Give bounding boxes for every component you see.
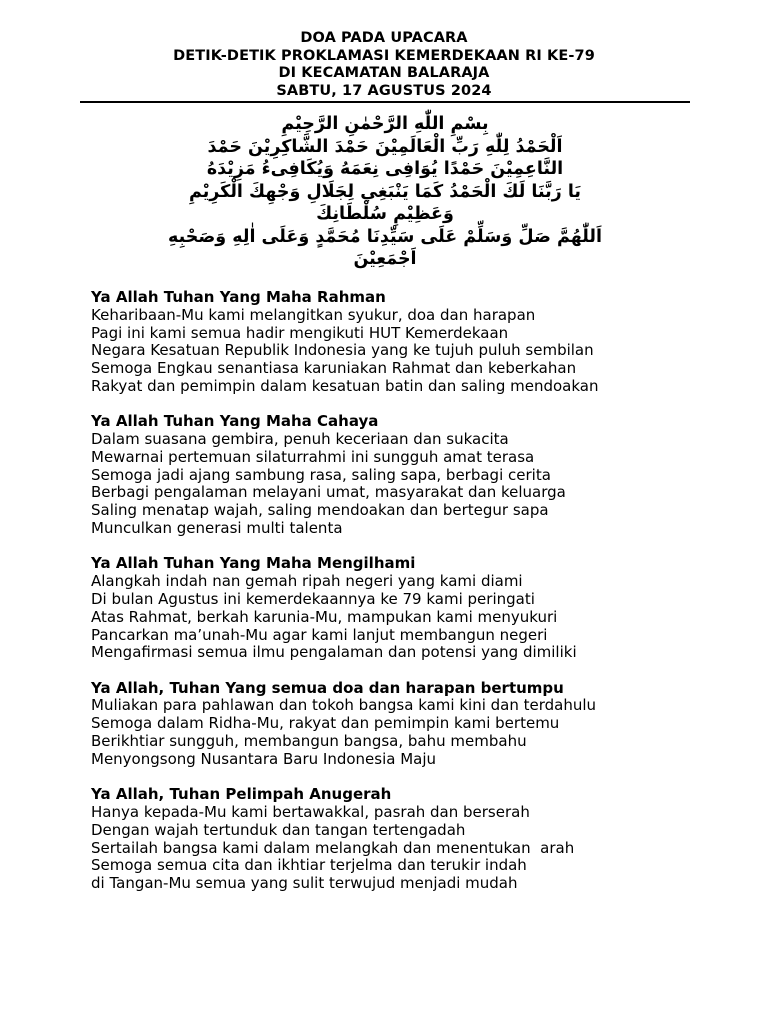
stanza-rahman [91, 289, 691, 396]
arabic-line: وَعَظِيْمِ سُلْطَانِكَ [316, 204, 454, 224]
stanza-cahaya [91, 413, 691, 538]
stanza-line: Hanya kepada-Mu kami bertawakkal, pasrah dan berserah [91, 802, 530, 821]
header-event: DETIK-DETIK PROKLAMASI KEMERDEKAAN RI KE-79 [173, 47, 595, 64]
header-divider [80, 101, 690, 103]
stanza-line: Semoga semua cita dan ikhtiar terjelma dan terukir indah [91, 856, 527, 875]
stanza-line: Negara Kesatuan Republik Indonesia yang ke tujuh puluh sembilan [91, 341, 594, 360]
stanza-line: Muliakan para pahlawan dan tokoh bangsa kami kini dan terdahulu [91, 696, 597, 715]
header-title: DOA PADA UPACARA [300, 30, 468, 46]
stanza-line: Mewarnai pertemuan silaturrahmi ini sungguh amat terasa [91, 447, 535, 466]
stanza-title: Ya Allah Tuhan Yang Maha Rahman [91, 288, 386, 306]
stanza-title: Ya Allah, Tuhan Yang semua doa dan harapan bertumpu [91, 678, 564, 697]
stanza-line: Alangkah indah nan gemah ripah negeri yang kami diami [91, 572, 523, 591]
stanza-title: Ya Allah Tuhan Yang Maha Cahaya [91, 412, 379, 431]
arabic-prayer [90, 113, 680, 271]
stanza-line: Semoga jadi ajang sambung rasa, saling sapa, berbagi cerita [91, 465, 551, 484]
stanza-line: Menyongsong Nusantara Baru Indonesia Maju [91, 749, 437, 768]
stanza-mengilhami [91, 555, 691, 662]
document-header [80, 30, 688, 100]
stanza-title: Ya Allah, Tuhan Pelimpah Anugerah [91, 785, 392, 804]
stanza-line: Pancarkan ma’unah-Mu agar kami lanjut membangun negeri [91, 625, 548, 644]
stanza-line: Dalam suasana gembira, penuh keceriaan dan sukacita [91, 430, 509, 449]
stanza-line: Di bulan Agustus ini kemerdekaannya ke 79 kami peringati [91, 589, 535, 608]
arabic-line: اَجْمَعِيْنَ [353, 249, 417, 269]
arabic-line: يَا رَبَّنَا لَكَ الْحَمْدُ كَمَا يَنْبَغِي لِجَلَالِ وَجْهِكَ الْكَرِيْمِ [189, 181, 581, 202]
stanza-line: Semoga Engkau senantiasa karuniakan Rahmat dan keberkahan [91, 359, 577, 378]
stanza-line: Sertailah bangsa kami dalam melangkah dan menentukan arah [91, 838, 575, 857]
arabic-line: النَّاعِمِيْنَ حَمْدًا يُوَافِى نِعَمَهُ وَيُكَافِىءُ مَزِيْدَهُ [206, 159, 564, 179]
stanza-line: Berbagi pengalaman melayani umat, masyarakat dan keluarga [91, 483, 566, 502]
stanza-line: Rakyat dan pemimpin dalam kesatuan batin dan saling mendoakan [91, 376, 599, 395]
stanza-line: di Tangan-Mu semua yang sulit terwujud menjadi mudah [91, 874, 518, 893]
stanza-line: Atas Rahmat, berkah karunia-Mu, mampukan kami menyukuri [91, 607, 558, 626]
stanza-line: Keharibaan-Mu kami melangitkan syukur, doa dan harapan [91, 305, 536, 324]
stanza-harapan [91, 680, 691, 769]
stanza-title: Ya Allah Tuhan Yang Maha Mengilhami [91, 554, 416, 573]
arabic-line: اَلْحَمْدُ لِلّٰهِ رَبِّ الْعَالَمِيْنَ حَمْدَ الشَّاكِرِيْنَ حَمْدَ [207, 136, 563, 157]
prayer-body [91, 289, 691, 910]
header-date: SABTU, 17 AGUSTUS 2024 [276, 82, 492, 99]
stanza-line: Berikhtiar sungguh, membangun bangsa, bahu membahu [91, 732, 527, 751]
stanza-line: Saling menatap wajah, saling mendoakan dan bertegur sapa [91, 501, 549, 520]
stanza-line: Semoga dalam Ridha-Mu, rakyat dan pemimpin kami bertemu [91, 714, 560, 733]
arabic-line: اَللّٰهُمَّ صَلِّ وَسَلِّمْ عَلَى سَيِّدِنَا مُحَمَّدٍ وَعَلَى اٰلِهِ وَصَحْبِهِ [168, 226, 602, 247]
stanza-line: Munculkan generasi multi talenta [91, 519, 343, 538]
stanza-line: Pagi ini kami semua hadir mengikuti HUT Kemerdekaan [91, 323, 509, 342]
stanza-line: Dengan wajah tertunduk dan tangan tertengadah [91, 820, 466, 839]
stanza-line: Mengafirmasi semua ilmu pengalaman dan potensi yang dimiliki [91, 643, 577, 662]
header-location: DI KECAMATAN BALARAJA [278, 65, 490, 81]
arabic-line: بِسْمِ اللّٰهِ الرَّحْمٰنِ الرَّحِيْمِ [281, 114, 489, 134]
stanza-anugerah [91, 786, 691, 893]
